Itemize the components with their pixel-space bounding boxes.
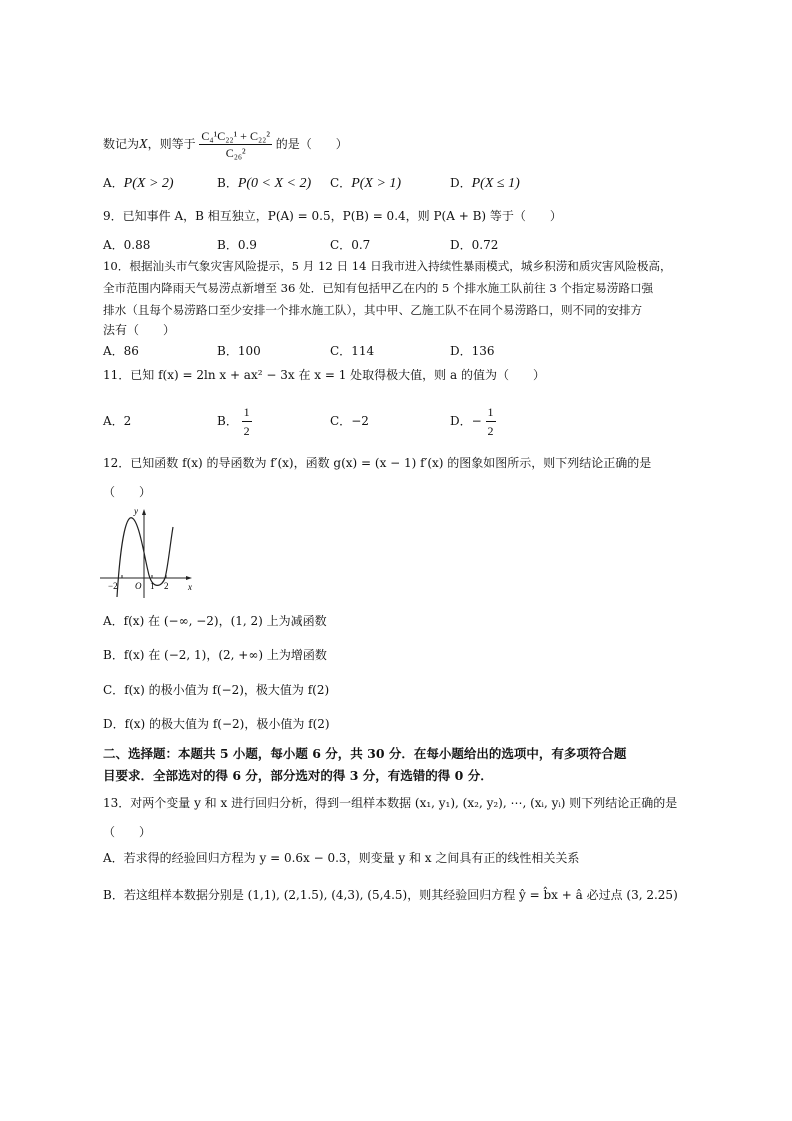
q10-line-4: 法有（ ）: [103, 323, 176, 337]
q13-stem: 13．对两个变量 y 和 x 进行回归分析，得到一组样本数据 (x₁, y₁), (x₂, y₂), ⋯, (xᵢ, yᵢ) 则下列结论正确的是: [103, 796, 678, 810]
q11-option-b[interactable]: B． $\frac{1}{2}$: [217, 405, 250, 438]
q9-option-d[interactable]: D．0.72: [450, 238, 499, 252]
graph-label-y: y: [134, 506, 138, 516]
q8-stem-mid: ，则等于: [147, 137, 196, 151]
graph-label-origin: O: [135, 581, 142, 591]
q8-option-b[interactable]: B．P(0 < X < 2): [217, 176, 312, 191]
graph-label-neg2: −2: [108, 581, 118, 591]
q8-var: X: [139, 137, 148, 152]
section2-header-line-1: 二、选择题：本题共 5 小题，每小题 6 分，共 30 分．在每小题给出的选项中，有多项符合题: [103, 746, 627, 761]
q11-option-c[interactable]: C．−2: [330, 414, 369, 428]
q8-stem-start: 数记为: [103, 137, 140, 151]
q13-paren: （ ）: [103, 825, 152, 839]
section2-header-line-2: 目要求．全部选对的得 6 分，部分选对的得 3 分，有选错的得 0 分．: [103, 768, 493, 783]
q8-option-d[interactable]: D．P(X ≤ 1): [450, 176, 520, 191]
q12-option-d[interactable]: D．f(x) 的极大值为 f(−2)，极小值为 f(2): [103, 717, 330, 731]
q12-paren: （ ）: [103, 485, 152, 499]
q10-option-d[interactable]: D．136: [450, 344, 495, 358]
q13-option-a[interactable]: A．若求得的经验回归方程为 y = 0.6x − 0.3，则变量 y 和 x 之间具有正的线性相关关系: [103, 851, 580, 865]
q10-line-1: 10．根据汕头市气象灾害风险提示，5 月 12 日 14 日我市进入持续性暴雨模式，城乡积涝和质灾害风险极高，: [103, 259, 672, 273]
q11-option-d[interactable]: D．− $\frac{1}{2}$: [450, 405, 494, 438]
graph-label-x: x: [188, 582, 192, 592]
graph-label-1: 1: [150, 581, 155, 591]
q8-option-c[interactable]: C．P(X > 1): [330, 176, 402, 191]
q11-option-a[interactable]: A．2: [103, 414, 132, 428]
q9-option-a[interactable]: A．0.88: [103, 238, 151, 252]
q8-frac-num: C₄¹C₂₂¹ + C₂₂²: [201, 129, 270, 143]
q8-stem: [103, 128, 348, 161]
graph-label-2: 2: [164, 581, 169, 591]
q11-stem: 11．已知 f(x) = 2ln x + ax² − 3x 在 x = 1 处取得极大值，则 a 的值为（ ）: [103, 368, 545, 382]
q8-stem-end: 的是（ ）: [275, 137, 348, 151]
q9-option-b[interactable]: B．0.9: [217, 238, 257, 252]
q10-option-c[interactable]: C．114: [330, 344, 375, 358]
q9-stem: 9．已知事件 A，B 相互独立，P(A) = 0.5，P(B) = 0.4，则 P(A + B) 等于（ ）: [103, 209, 562, 223]
q8-fraction: [199, 128, 272, 161]
q12-option-a[interactable]: A．f(x) 在 (−∞, −2)，(1, 2) 上为减函数: [103, 614, 327, 628]
q9-option-c[interactable]: C．0.7: [330, 238, 371, 252]
q10-line-2: 全市范围内降雨天气易涝点新增至 36 处．已知有包括甲乙在内的 5 个排水施工队前往 3 个指定易涝路口强: [103, 281, 654, 295]
y-axis-arrow: [142, 509, 146, 515]
x-axis-arrow: [186, 576, 192, 580]
q12-function-graph: [98, 505, 198, 600]
q12-stem: 12．已知函数 f(x) 的导函数为 f′(x)，函数 g(x) = (x − 1) f′(x) 的图象如图所示，则下列结论正确的是: [103, 456, 652, 470]
q12-option-b[interactable]: B．f(x) 在 (−2, 1)，(2, +∞) 上为增函数: [103, 648, 327, 662]
q13-option-b[interactable]: B．若这组样本数据分别是 (1,1), (2,1.5), (4,3), (5,4.5)，则其经验回归方程 ŷ = b̂x + â 必过点 (3, 2.25): [103, 888, 678, 902]
q10-line-3: 排水（且每个易涝路口至少安排一个排水施工队），其中甲、乙施工队不在同个易涝路口，则不同的安排方: [103, 303, 643, 317]
q10-option-b[interactable]: B．100: [217, 344, 261, 358]
q10-option-a[interactable]: A．86: [103, 344, 139, 358]
q8-frac-den: C₂₆²: [225, 146, 246, 160]
q8-option-a[interactable]: A．P(X > 2): [103, 176, 174, 191]
q12-option-c[interactable]: C．f(x) 的极小值为 f(−2)，极大值为 f(2): [103, 683, 330, 697]
